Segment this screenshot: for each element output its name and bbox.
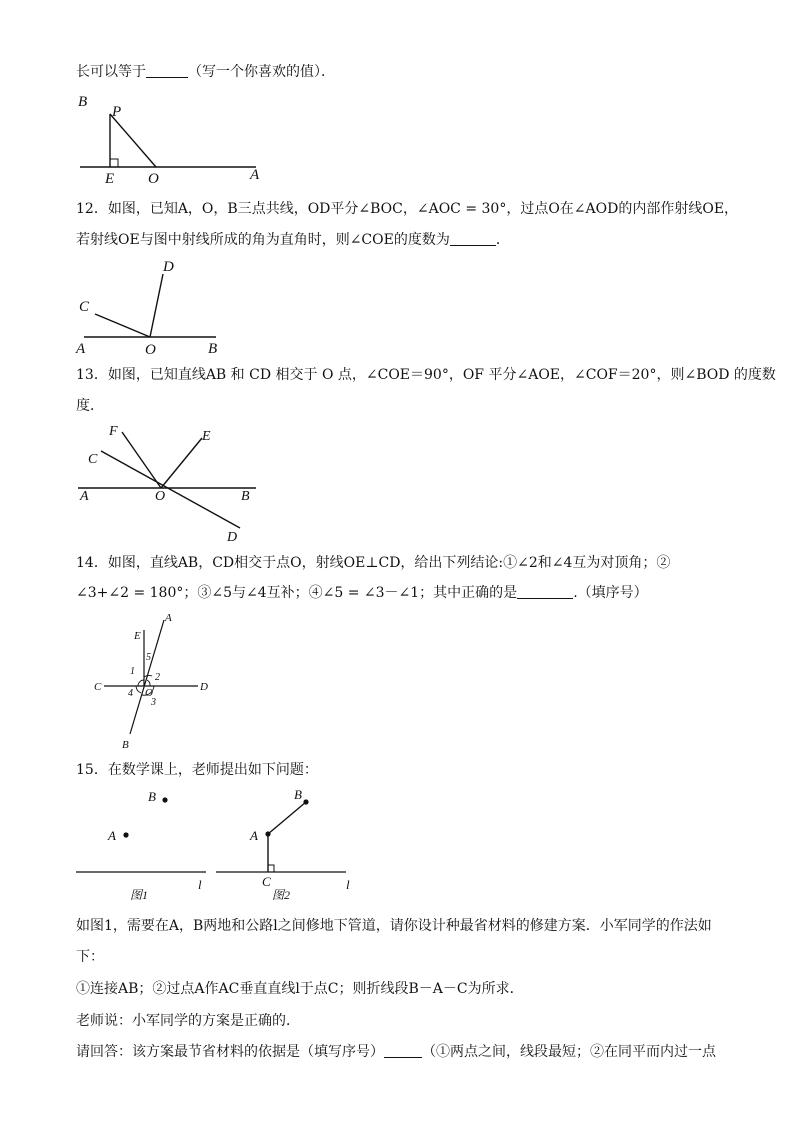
q12-line-1: 12．如图，已知A，O，B三点共线，OD平分∠BOC，∠AOC = 30°，过点O在∠AOD的内部作射线OE， [76, 201, 739, 217]
q13-label-e: E [202, 429, 211, 444]
q11-answer-blank[interactable] [146, 63, 188, 78]
q15-line-4: ①连接AB；②过点A作AC垂直直线l于点C；则折线段B－A－C为所求． [76, 981, 524, 997]
q12-label-a: A [76, 341, 86, 357]
q11-label-o: O [148, 171, 159, 187]
q14-label-e: E [134, 630, 141, 642]
q12-label-c: C [79, 299, 90, 315]
q14-label-4: 4 [128, 688, 133, 699]
q14-line-1: 14．如图，直线AB，CD相交于点O，射线OE⊥CD，给出下列结论:①∠2和∠4互为对顶角；② [76, 555, 671, 571]
q15-figure-1 [74, 786, 224, 902]
q13-label-o: O [155, 489, 166, 504]
q12-figure [74, 256, 254, 356]
q15-fig1-label-a: A [108, 828, 116, 843]
q15-line-6 [76, 1043, 716, 1061]
q12-line-2 [76, 231, 510, 249]
q14-label-3: 3 [151, 697, 156, 708]
q15-fig2-label-a: A [250, 828, 258, 843]
q11-text-before: 长可以等于 [76, 64, 146, 80]
q12-label-b: B [208, 341, 218, 357]
q15-text-after: （①两点之间，线段最短；②在同平而内过一点 [422, 1044, 716, 1060]
q11-label-e: E [105, 171, 115, 187]
q15-text-before: 请回答：该方案最节省材料的依据是（填写序号） [76, 1044, 384, 1060]
q14-label-a: A [165, 612, 172, 624]
q11-line [76, 63, 335, 81]
q13-line-2: 度． [76, 398, 104, 414]
q12-text-after: ． [495, 232, 510, 248]
q15-fig2-label-l: l [346, 877, 350, 892]
q14-label-o: O [145, 687, 153, 699]
q15-fig1-caption: 图1 [130, 888, 149, 902]
q11-label-b: B [78, 94, 88, 110]
q13-label-b: B [241, 489, 250, 504]
q11-figure [74, 92, 274, 187]
q11-label-a: A [250, 167, 260, 183]
q13-figure [74, 420, 274, 545]
q11-text-after: （写一个你喜欢的值）． [188, 64, 335, 80]
q15-line-3: 下： [76, 949, 104, 965]
q13-line-1: 13．如图，已知直线AB 和 CD 相交于 O 点，∠COE＝90°，OF 平分∠AOE，∠COF＝20°，则∠BOD 的度数 [76, 367, 776, 383]
q13-label-c: C [88, 452, 98, 467]
q13-label-d: D [227, 530, 238, 545]
q15-fig2-label-c: C [262, 874, 271, 889]
q15-line-1: 15．在数学课上，老师提出如下问题： [76, 762, 318, 778]
q12-answer-blank[interactable] [450, 231, 496, 246]
q14-answer-blank[interactable] [517, 584, 573, 599]
q15-fig2-label-b: B [294, 787, 302, 802]
q13-label-a: A [80, 489, 89, 504]
q14-line-2 [76, 584, 648, 602]
q14-text-after: .（填序号） [573, 585, 648, 601]
q14-label-d: D [200, 681, 208, 693]
q14-label-1: 1 [130, 666, 135, 677]
q15-fig2-caption: 图2 [272, 888, 291, 902]
q13-label-f: F [109, 424, 118, 439]
q14-label-b: B [122, 739, 129, 751]
q15-fig1-label-b: B [148, 789, 156, 804]
q12-label-o: O [145, 342, 156, 358]
q14-label-5: 5 [146, 652, 151, 663]
q12-text-before: 若射线OE与图中射线所成的角为直角时，则∠COE的度数为 [76, 232, 450, 248]
q15-answer-blank[interactable] [384, 1043, 422, 1058]
q14-text-before: ∠3+∠2 = 180°；③∠5与∠4互补；④∠5 = ∠3－∠1；其中正确的是 [76, 585, 518, 601]
q15-figure-2 [214, 786, 364, 902]
q11-label-p: P [112, 104, 122, 120]
q14-label-c: C [94, 681, 102, 693]
q15-line-2: 如图1，需要在A，B两地和公路l之间修地下管道，请你设计种最省材料的修建方案．小军同学的作法如 [76, 918, 712, 934]
q14-figure [90, 610, 230, 750]
q14-label-2: 2 [155, 672, 160, 683]
q15-fig1-label-l: l [198, 877, 202, 892]
q15-line-5: 老师说：小军同学的方案是正确的． [76, 1013, 300, 1029]
q12-label-d: D [163, 259, 174, 275]
